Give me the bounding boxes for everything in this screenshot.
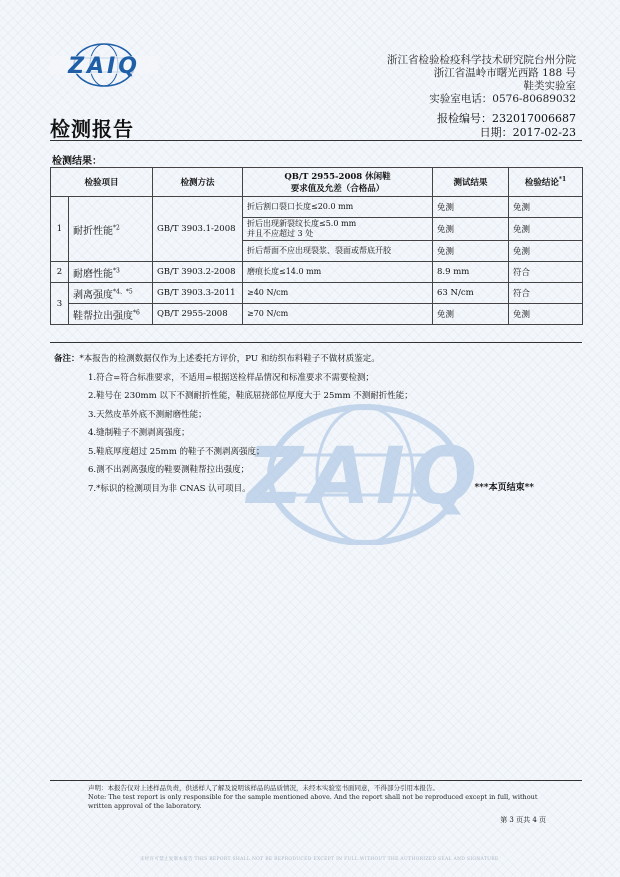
table-row <box>51 283 583 304</box>
row-requirement <box>243 218 433 241</box>
row-item-mark: *6 <box>133 309 140 317</box>
row-requirement: 磨痕长度≤14.0 mm <box>243 262 433 283</box>
row-result: 免测 <box>433 304 509 325</box>
table-header-row <box>51 168 583 197</box>
row-requirement-line1: 折后出现新裂纹长度≤5.0 mm <box>247 219 357 228</box>
table-row <box>51 304 583 325</box>
note-item: 1.符合=符合标准要求，不适用=根据送检样品情况和标准要求不需要检测； <box>88 372 374 383</box>
section-label: 检测结果： <box>52 156 102 167</box>
lab-name: 浙江省检验检疫科学技术研究院台州分院 <box>387 54 576 66</box>
header-requirement-line2: 要求值及允差（合格品） <box>290 184 385 194</box>
lab-department: 鞋类实验室 <box>523 80 576 92</box>
row-item <box>69 262 153 283</box>
row-method: QB/T 2955-2008 <box>153 304 243 325</box>
row-requirement: 折后割口裂口长度≤20.0 mm <box>243 197 433 218</box>
report-number: 报检编号：232017006687 <box>437 112 576 125</box>
row-method: GB/T 3903.1-2008 <box>153 197 243 262</box>
row-item-mark: *4、*5 <box>113 288 133 296</box>
row-item-mark: *2 <box>113 224 120 232</box>
note-item: 6.测不出剥离强度的鞋要测鞋帮拉出强度； <box>88 465 250 475</box>
row-requirement-line2: 并且不应超过 3 处 <box>247 229 314 238</box>
note-item: 2.鞋号在 230mm 以下不测耐折性能，鞋底屈挠部位厚度大于 25mm 不测耐折性能； <box>88 391 413 401</box>
page-number: 第 3 页共 4 页 <box>500 816 546 824</box>
security-microtext: 未经许可禁止复制本报告 THIS REPORT SHALL NOT BE REPRODUCED EXCEPT IN FULL WITHOUT THE AUTHORIZED SEAL AND SIGNATURE <box>140 857 499 862</box>
row-requirement: ≥40 N/cm <box>243 283 433 304</box>
table-row <box>51 262 583 283</box>
page-title: 检测报告 <box>50 117 134 141</box>
header-conclusion-label: 检验结论 <box>524 178 559 188</box>
disclaimer-cn: 声明：本报告仅对上述样品负责，供送样人了解及说明该样品的品质情况，未经本实验室书面同意，不得部分引用本报告。 <box>88 784 439 792</box>
row-number: 3 <box>51 283 69 325</box>
header-requirement <box>243 168 433 197</box>
row-requirement: ≥70 N/cm <box>243 304 433 325</box>
row-method: GB/T 3903.2-2008 <box>153 262 243 283</box>
row-number: 1 <box>51 197 69 262</box>
row-conclusion: 免测 <box>509 304 583 325</box>
footer-divider <box>50 780 582 781</box>
disclaimer-en-1: Note: The test report is only responsible for the sample mentioned above. And the report shall not be reproduced except in full, without <box>88 793 538 801</box>
note-item: 4.缝制鞋子不测剥离强度； <box>88 428 190 438</box>
report-date: 日期：2017-02-23 <box>479 126 576 139</box>
row-conclusion: 免测 <box>509 197 583 218</box>
footer-disclaimer <box>88 784 548 811</box>
lab-phone: 实验室电话：0576-80689032 <box>429 93 576 105</box>
report-meta <box>437 112 576 140</box>
note-item: 3.天然皮革外底不测耐磨性能； <box>88 409 207 420</box>
notes-head: 备注： <box>54 354 80 364</box>
header-conclusion <box>509 168 583 197</box>
results-table <box>50 167 583 325</box>
note-item: 5.鞋底厚度超过 25mm 的鞋子不测剥离强度； <box>88 446 265 457</box>
notes-intro: *本报告的检测数据仅作为上述委托方评价，PU 和纺织布料鞋子不做材质鉴定。 <box>79 354 380 364</box>
table-bottom-divider <box>50 342 582 343</box>
row-result: 8.9 mm <box>433 262 509 283</box>
end-of-page-mark: ***本页结束** <box>474 483 534 493</box>
header-requirement-line1: QB/T 2955-2008 休闲鞋 <box>284 172 391 182</box>
row-method: GB/T 3903.3-2011 <box>153 283 243 304</box>
zaiq-logo <box>48 42 160 88</box>
note-item: 7.*标识的检测项目为非 CNAS 认可项目。 <box>88 483 251 494</box>
row-item-mark: *3 <box>113 267 120 275</box>
row-conclusion: 免测 <box>509 241 583 262</box>
row-requirement: 折后帮面不应出现裂浆、裂面或帮底开胶 <box>243 241 433 262</box>
row-item <box>69 304 153 325</box>
row-item-label: 耐磨性能 <box>73 268 113 280</box>
row-conclusion: 符合 <box>509 262 583 283</box>
notes-intro-line <box>54 350 564 369</box>
row-result: 63 N/cm <box>433 283 509 304</box>
notes <box>54 350 564 498</box>
row-item <box>69 283 153 304</box>
lab-info <box>387 54 576 106</box>
header-result: 测试结果 <box>433 168 509 197</box>
row-item <box>69 197 153 262</box>
lab-address: 浙江省温岭市曙光西路 188 号 <box>433 67 576 79</box>
row-item-label: 剥离强度 <box>73 289 113 301</box>
svg-text:ZAIQ: ZAIQ <box>246 432 484 522</box>
row-item-label: 耐折性能 <box>73 225 113 237</box>
svg-text:ZAIQ: ZAIQ <box>68 54 140 79</box>
row-result: 免测 <box>433 218 509 241</box>
row-result: 免测 <box>433 241 509 262</box>
table-row <box>51 197 583 218</box>
row-item-label: 鞋帮拉出强度 <box>73 310 133 322</box>
row-result: 免测 <box>433 197 509 218</box>
row-number: 2 <box>51 262 69 283</box>
row-conclusion: 符合 <box>509 283 583 304</box>
header-item: 检验项目 <box>51 168 153 197</box>
header-divider <box>50 140 582 141</box>
header-method: 检测方法 <box>153 168 243 197</box>
row-conclusion: 免测 <box>509 218 583 241</box>
disclaimer-en-2: written approval of the laboratory. <box>88 802 202 810</box>
header-conclusion-mark: *1 <box>558 176 567 184</box>
